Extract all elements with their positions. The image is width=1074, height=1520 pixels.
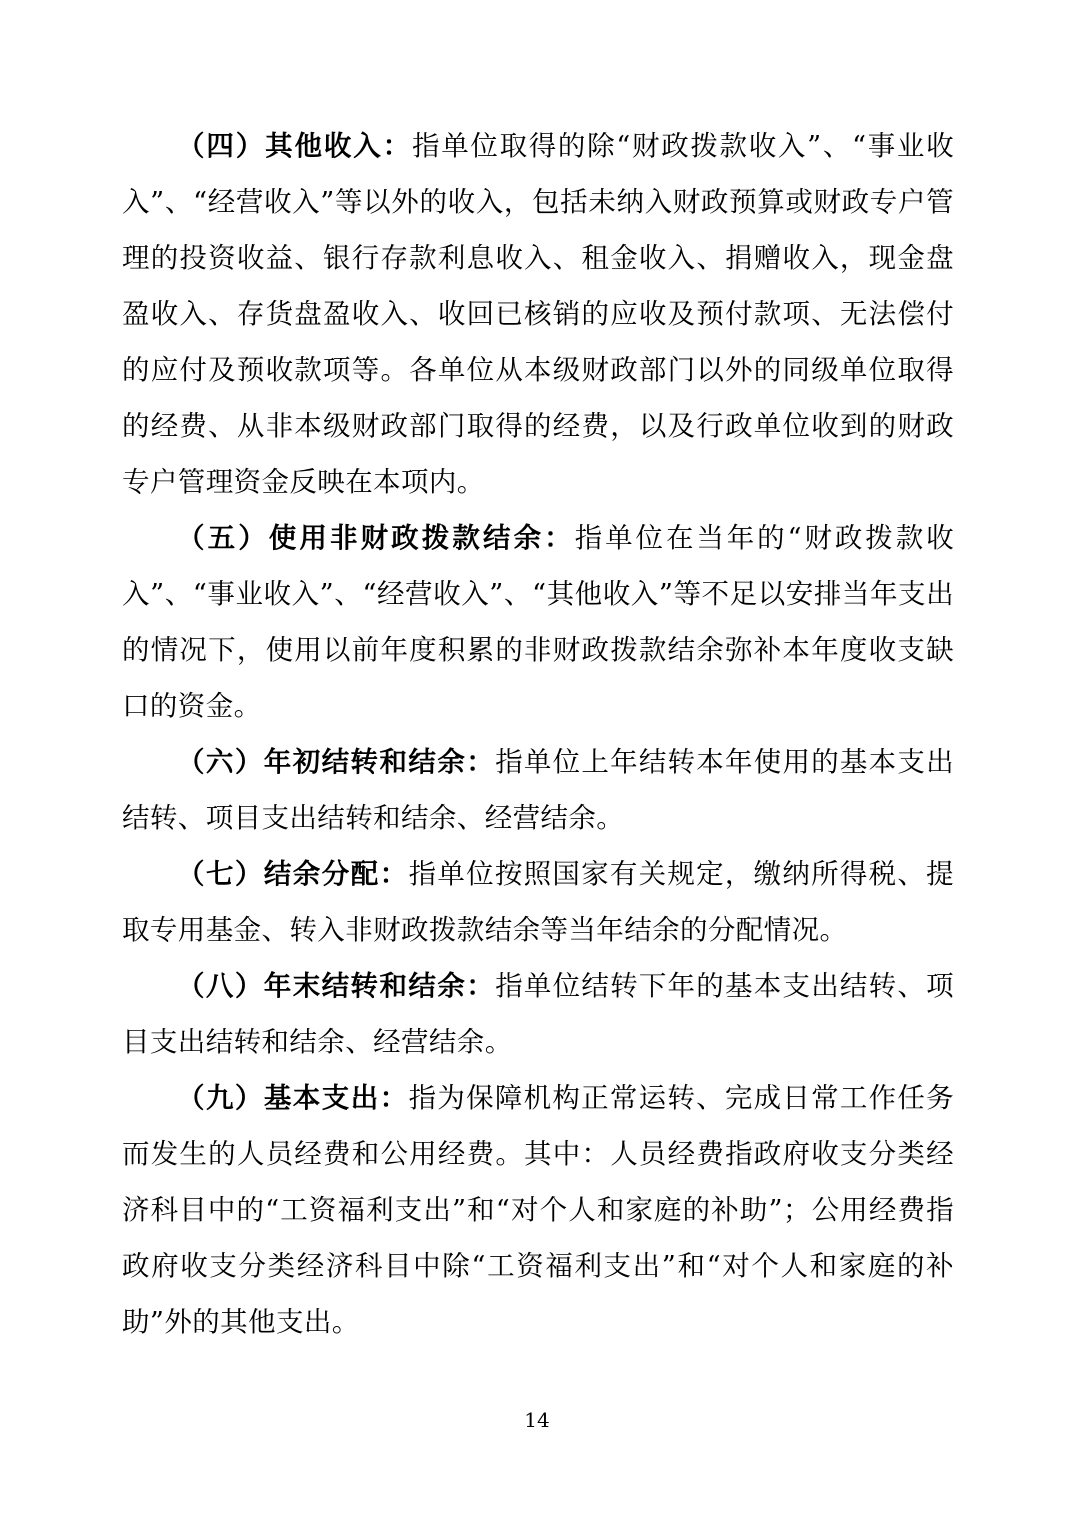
paragraph-use-of-non-fiscal-balance xyxy=(122,510,954,734)
paragraph-text: 指单位取得的除“财政拨款收入”、“事业收入”、“经营收入”等以外的收入，包括未纳入财政预算或财政专户管理的投资收益、银行存款利息收入、租金收入、捐赠收入，现金盘盈收入、存货盘盈收入、收回已核销的应收及预付款项、无法偿付的应付及预收款项等。各单位从本级财政部门以外的同级单位取得的经费、从非本级财政部门取得的经费，以及行政单位收到的财政专户管理资金反映在本项内。 xyxy=(122,130,954,498)
paragraph-year-end-carryover-balance xyxy=(122,958,954,1070)
paragraph-basic-expenditure xyxy=(122,1070,954,1350)
paragraph-text: 指为保障机构正常运转、完成日常工作任务而发生的人员经费和公用经费。其中：人员经费指政府收支分类经济科目中的“工资福利支出”和“对个人和家庭的补助”；公用经费指政府收支分类经济科目中除“工资福利支出”和“对个人和家庭的补助”外的其他支出。 xyxy=(122,1082,954,1338)
document-body xyxy=(122,118,954,1350)
paragraph-beginning-carryover-balance xyxy=(122,734,954,846)
paragraph-text: 指单位按照国家有关规定，缴纳所得税、提取专用基金、转入非财政拨款结余等当年结余的分配情况。 xyxy=(122,858,954,946)
paragraph-text: 指单位结转下年的基本支出结转、项目支出结转和结余、经营结余。 xyxy=(122,970,954,1058)
page-number: 14 xyxy=(524,1408,550,1432)
paragraph-text: 指单位上年结转本年使用的基本支出结转、项目支出结转和结余、经营结余。 xyxy=(122,746,954,834)
paragraph-lead: （九）基本支出： xyxy=(177,1082,409,1114)
paragraph-lead: （四）其他收入： xyxy=(177,130,413,162)
paragraph-lead: （六）年初结转和结余： xyxy=(177,746,496,778)
paragraph-lead: （七）结余分配： xyxy=(177,858,409,890)
paragraph-balance-distribution xyxy=(122,846,954,958)
paragraph-other-income xyxy=(122,118,954,510)
paragraph-text: 指单位在当年的“财政拨款收入”、“事业收入”、“经营收入”、“其他收入”等不足以安排当年支出的情况下，使用以前年度积累的非财政拨款结余弥补本年度收支缺口的资金。 xyxy=(122,522,954,722)
paragraph-lead: （八）年末结转和结余： xyxy=(177,970,496,1002)
paragraph-lead: （五）使用非财政拨款结余： xyxy=(177,522,575,554)
